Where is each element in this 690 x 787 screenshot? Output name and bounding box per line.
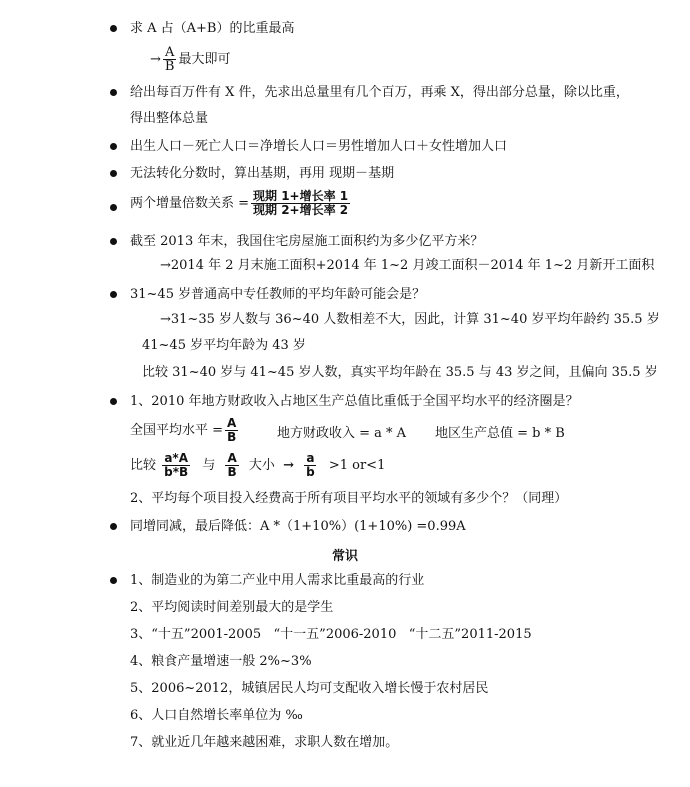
list-item: 2、平均阅读时间差别最大的是学生 — [130, 600, 334, 615]
text-line: 31~45 岁普通高中专任教师的平均年龄可能会是？ — [130, 287, 426, 302]
list-item: 5、2006~2012，城镇居民人均可支配收入增长慢于农村居民 — [130, 681, 489, 696]
formula-line: 比较 $\frac{a*A}{b*B}$ 与 $\frac{A}{B}$ 大小 → $\frac{a}{b}$ >1 or<1 — [130, 451, 386, 479]
text-line: 1、2010 年地方财政收入占地区生产总值比重低于全国平均水平的经济圈是？ — [130, 394, 579, 409]
bullet-dot — [110, 25, 117, 32]
bullet-dot — [110, 577, 117, 584]
bullet-dot — [110, 291, 117, 298]
fraction: $\frac{A}{B}$ — [227, 451, 237, 479]
text-line: 比较 31~40 岁与 41~45 岁人数，真实平均年龄在 35.5 与 43 岁之间，且偏向 35.5 岁 — [142, 365, 658, 380]
text-line: 无法转化分数时，算出基期，再用 现期－基期 — [130, 166, 395, 181]
list-item: 3、“十五”2001-2005 “十一五”2006-2010 “十二五”2011-2015 — [130, 627, 532, 642]
text-line: 截至 2013 年末，我国住宅房屋施工面积约为多少亿平方米？ — [130, 234, 484, 249]
bullet-dot — [110, 204, 117, 211]
text-line: →31~35 岁人数与 36~40 人数相差不大，因此，计算 31~40 岁平均年龄约 35.5 岁 — [160, 312, 660, 327]
text-line: 同增同减，最后降低：A *（1+10%）(1+10%) =0.99A — [130, 519, 466, 534]
formula-line: 全国平均水平 = $\frac{A}{B}$ — [130, 416, 237, 444]
list-item: 1、制造业的为第二产业中用人需求比重最高的行业 — [130, 573, 425, 588]
bullet-dot — [110, 143, 117, 150]
bullet-dot — [110, 170, 117, 177]
text-line: 地区生产总值 = b * B — [435, 426, 565, 441]
arrow: → — [150, 52, 161, 67]
text-line: 2、平均每个项目投入经费高于所有项目平均水平的领域有多少个？（同理） — [130, 491, 568, 506]
bullet-dot — [110, 523, 117, 530]
bullet-dot — [110, 89, 117, 96]
text-line: 得出整体总量 — [130, 111, 209, 126]
text-line: 求 A 占（A+B）的比重最高 — [130, 21, 295, 36]
list-item: 6、人口自然增长率单位为 ‰ — [130, 708, 303, 723]
text-line: 地方财政收入 = a * A — [277, 426, 407, 441]
formula-line: → $\frac{A}{B}$ 最大即可 — [150, 45, 231, 74]
text-line: 出生人口－死亡人口＝净增长人口＝男性增加人口＋女性增加人口 — [130, 139, 508, 154]
arrow: → — [283, 458, 294, 473]
text-line: →2014 年 2 月末施工面积+2014 年 1~2 月竣工面积－2014 年 1~2 月新开工面积 — [160, 258, 655, 273]
fraction: $\frac{A}{B}$ — [164, 45, 175, 74]
text-line: 41~45 岁平均年龄为 43 岁 — [142, 338, 306, 353]
fraction: $\frac{A}{B}$ — [227, 416, 237, 444]
fraction: $\frac{a}{b}$ — [306, 451, 315, 479]
formula-line: 两个增量倍数关系 = $\frac{\text{现期 1+增长率 1}}{\text{现期 2+增长率 2}}$ — [130, 189, 349, 217]
fraction: $\frac{a*A}{b*B}$ — [164, 451, 189, 479]
list-item: 7、就业近几年越来越困难，求职人数在增加。 — [130, 735, 399, 750]
list-item: 4、粮食产量增速一般 2%~3% — [130, 654, 312, 669]
bullet-dot — [110, 238, 117, 245]
fraction: $\frac{\text{现期 1+增长率 1}}{\text{现期 2+增长率 2}}$ — [253, 189, 349, 217]
text-line: 给出每百万件有 X 件，先求出总量里有几个百万，再乘 X，得出部分总量，除以比重， — [130, 85, 629, 100]
section-title: 常识 — [331, 549, 358, 564]
bullet-dot — [110, 398, 117, 405]
